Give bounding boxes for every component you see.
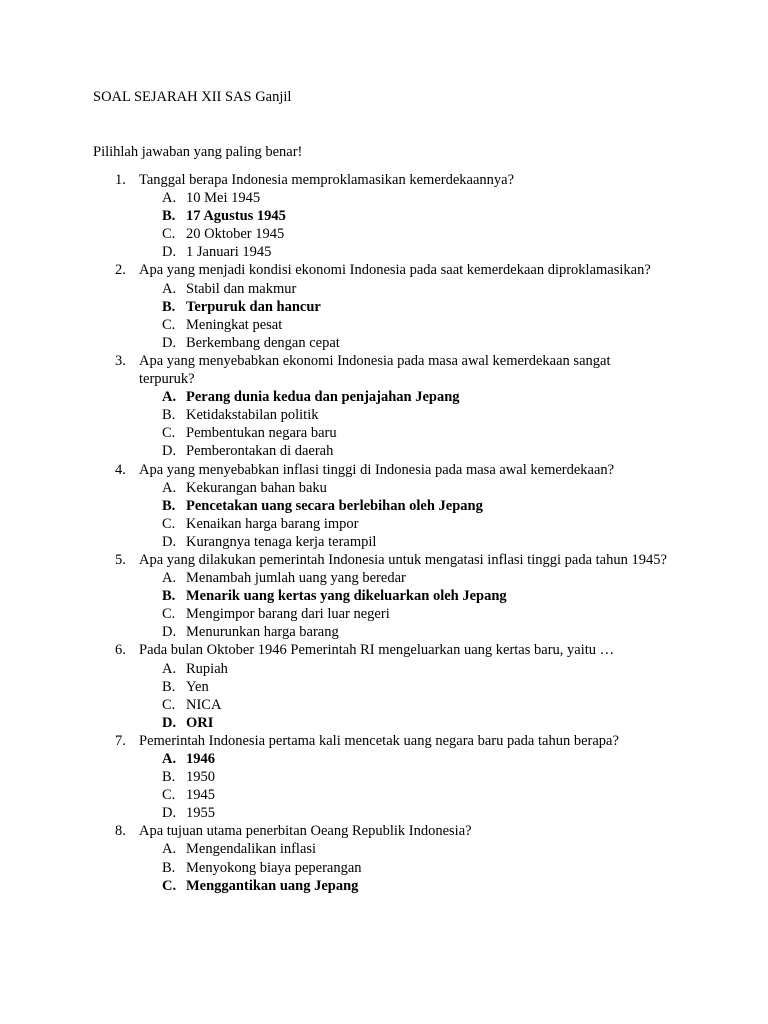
option-list: [93, 280, 693, 352]
question-number: 4.: [115, 461, 126, 478]
option-list: [93, 660, 693, 732]
question-line: [93, 261, 693, 279]
answer-option: [93, 280, 693, 298]
answer-option-correct: [93, 587, 693, 605]
answer-option: [93, 424, 693, 442]
option-text: Yen: [186, 678, 209, 695]
option-letter: A.: [162, 660, 177, 677]
option-letter: A.: [162, 751, 177, 767]
option-letter: A.: [162, 280, 177, 297]
question-line: [93, 641, 693, 659]
option-text: 1946: [186, 751, 215, 767]
option-letter: B.: [162, 769, 176, 786]
question-text: Tanggal berapa Indonesia memproklamasikan kemerdekaannya?: [139, 172, 515, 188]
question-number: 8.: [115, 823, 126, 840]
option-letter: B.: [162, 678, 176, 695]
option-letter: A.: [162, 389, 177, 406]
answer-option-correct: [93, 298, 693, 316]
option-list: [93, 750, 693, 822]
option-letter: C.: [162, 316, 176, 333]
option-letter: A.: [162, 570, 177, 587]
answer-option-correct: [93, 388, 693, 406]
answer-option: [93, 623, 693, 641]
answer-option-correct: [93, 207, 693, 225]
question-number: 1.: [115, 172, 126, 188]
answer-option: [93, 660, 693, 678]
answer-option: [93, 678, 693, 696]
option-text: Meningkat pesat: [186, 316, 283, 333]
option-letter: C.: [162, 877, 177, 894]
answer-option-correct: [93, 750, 693, 768]
answer-option-correct: [93, 877, 693, 895]
option-text: Berkembang dengan cepat: [186, 334, 340, 351]
question-line: [93, 352, 693, 388]
option-letter: C.: [162, 425, 176, 442]
document-title: SOAL SEJARAH XII SAS Ganjil: [93, 89, 292, 105]
option-text: Mengimpor barang dari luar negeri: [186, 606, 390, 623]
question-text: Apa yang menjadi kondisi ekonomi Indonesia pada saat kemerdekaan diproklamasikan?: [139, 262, 651, 279]
answer-option: [93, 768, 693, 786]
question-item: [93, 352, 693, 461]
answer-option: [93, 243, 693, 261]
option-letter: D.: [162, 714, 177, 731]
answer-option: [93, 569, 693, 587]
option-text: Perang dunia kedua dan penjajahan Jepang: [186, 389, 460, 406]
question-text: Pemerintah Indonesia pertama kali mencetak uang negara baru pada tahun berapa?: [139, 732, 619, 749]
option-text: Mengendalikan inflasi: [186, 841, 317, 858]
option-text: Kenaikan harga barang impor: [186, 515, 359, 532]
answer-option: [93, 533, 693, 551]
option-letter: D.: [162, 624, 177, 641]
option-letter: A.: [162, 479, 177, 496]
question-number: 5.: [115, 551, 126, 568]
option-text: Terpuruk dan hancur: [186, 298, 321, 315]
option-text: Rupiah: [186, 660, 228, 677]
question-number: 7.: [115, 732, 126, 749]
question-line: [93, 461, 693, 479]
option-text: 10 Mei 1945: [186, 190, 261, 207]
option-text: 17 Agustus 1945: [186, 208, 286, 225]
question-item: [93, 461, 693, 551]
answer-option: [93, 479, 693, 497]
option-text: Pencetakan uang secara berlebihan oleh Jepang: [186, 497, 483, 514]
instruction-text: Pilihlah jawaban yang paling benar!: [93, 144, 303, 160]
option-text: 1 Januari 1945: [186, 244, 272, 261]
answer-option-correct: [93, 714, 693, 732]
option-text: Menambah jumlah uang yang beredar: [186, 570, 406, 587]
option-text: 1950: [186, 769, 215, 786]
question-item: [93, 171, 693, 261]
option-list: [93, 189, 693, 261]
answer-option: [93, 334, 693, 352]
option-letter: C.: [162, 226, 176, 243]
answer-option: [93, 804, 693, 822]
answer-option: [93, 786, 693, 804]
option-text: Pemberontakan di daerah: [186, 443, 334, 460]
answer-option: [93, 859, 693, 877]
option-letter: B.: [162, 859, 176, 876]
answer-option: [93, 189, 693, 207]
option-text: 1945: [186, 787, 215, 804]
option-text: Menyokong biaya peperangan: [186, 859, 362, 876]
option-letter: B.: [162, 407, 176, 424]
option-text: 20 Oktober 1945: [186, 226, 285, 243]
answer-option: [93, 515, 693, 533]
question-item: [93, 641, 693, 731]
question-line: [93, 171, 693, 189]
option-text: Menggantikan uang Jepang: [186, 877, 359, 894]
option-text: Ketidakstabilan politik: [186, 407, 319, 424]
question-number: 6.: [115, 642, 126, 659]
answer-option-correct: [93, 497, 693, 515]
question-item: [93, 732, 693, 822]
option-list: [93, 840, 693, 894]
question-number: 2.: [115, 262, 126, 279]
question-line: [93, 732, 693, 750]
option-letter: C.: [162, 606, 176, 623]
question-line: [93, 551, 693, 569]
option-letter: B.: [162, 298, 176, 315]
option-text: Menurunkan harga barang: [186, 624, 339, 641]
option-letter: D.: [162, 244, 177, 261]
option-list: [93, 388, 693, 460]
option-text: NICA: [186, 696, 222, 713]
answer-option: [93, 605, 693, 623]
answer-option: [93, 840, 693, 858]
question-text: Pada bulan Oktober 1946 Pemerintah RI mengeluarkan uang kertas baru, yaitu …: [139, 642, 615, 659]
option-list: [93, 479, 693, 551]
option-letter: A.: [162, 841, 177, 858]
option-letter: C.: [162, 787, 176, 804]
option-text: Pembentukan negara baru: [186, 425, 337, 442]
option-letter: D.: [162, 805, 177, 822]
option-letter: B.: [162, 588, 176, 605]
option-letter: D.: [162, 443, 177, 460]
answer-option: [93, 316, 693, 334]
question-item: [93, 261, 693, 351]
option-letter: A.: [162, 190, 177, 207]
option-list: [93, 569, 693, 641]
option-letter: B.: [162, 497, 176, 514]
option-text: Kurangnya tenaga kerja terampil: [186, 533, 377, 550]
question-number: 3.: [115, 352, 126, 369]
answer-option: [93, 225, 693, 243]
option-text: Stabil dan makmur: [186, 280, 297, 297]
question-item: [93, 822, 693, 894]
answer-option: [93, 406, 693, 424]
option-text: ORI: [186, 714, 214, 731]
option-letter: B.: [162, 208, 176, 225]
question-text: Apa yang menyebabkan inflasi tinggi di Indonesia pada masa awal kemerdekaan?: [139, 461, 615, 478]
option-letter: D.: [162, 334, 177, 351]
answer-option: [93, 442, 693, 460]
option-text: 1955: [186, 805, 215, 822]
option-letter: C.: [162, 696, 176, 713]
question-item: [93, 551, 693, 641]
option-text: Kekurangan bahan baku: [186, 479, 327, 496]
question-text: Apa yang dilakukan pemerintah Indonesia untuk mengatasi inflasi tinggi pada tahun 1945?: [139, 551, 667, 568]
option-letter: D.: [162, 533, 177, 550]
option-letter: C.: [162, 515, 176, 532]
question-line: [93, 822, 693, 840]
question-text: Apa yang menyebabkan ekonomi Indonesia pada masa awal kemerdekaan sangat terpuruk?: [139, 352, 611, 388]
answer-option: [93, 696, 693, 714]
option-text: Menarik uang kertas yang dikeluarkan oleh Jepang: [186, 588, 507, 605]
question-list: [93, 171, 693, 895]
question-text: Apa tujuan utama penerbitan Oeang Republik Indonesia?: [139, 823, 472, 840]
